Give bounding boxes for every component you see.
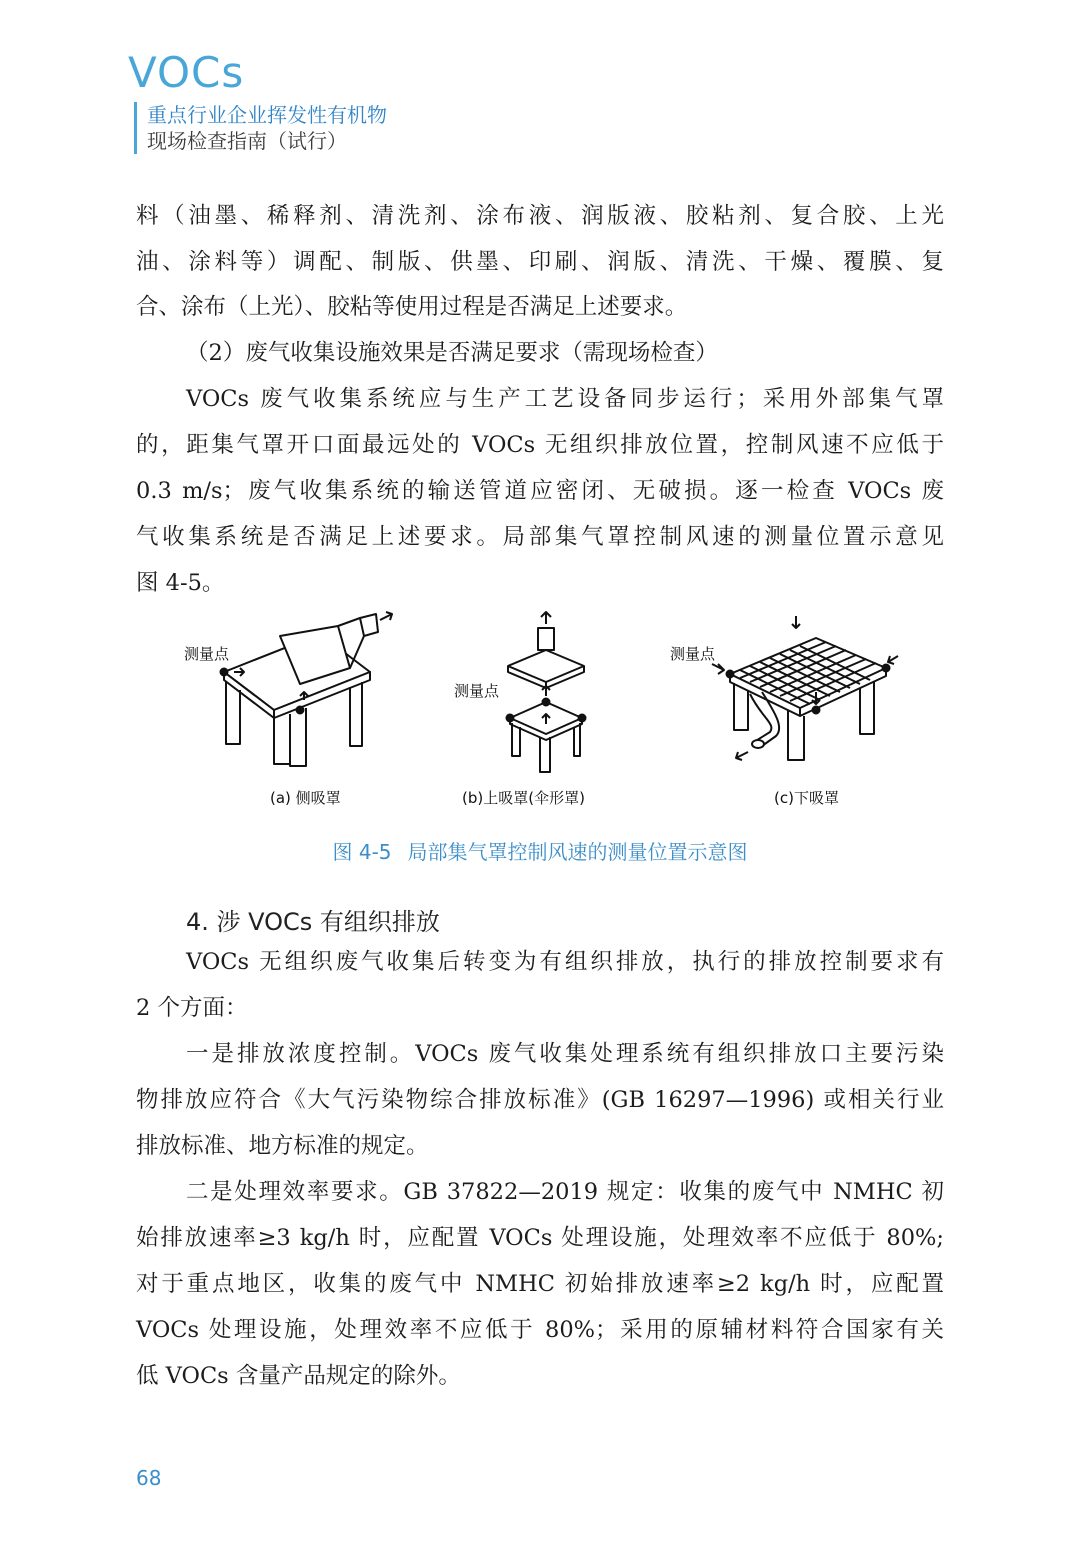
- s4-line-1: VOCs 无组织废气收集后转变为有组织排放，执行的排放控制要求有: [186, 949, 944, 975]
- point-label-b: 测量点: [454, 682, 500, 700]
- brand-title: VOCs: [128, 48, 245, 97]
- panel-c-downdraft-hood: [712, 616, 898, 760]
- figure-4-5: [170, 606, 910, 816]
- point-label-a: 测量点: [184, 645, 230, 663]
- s4-line-7: 始排放速率≥3 kg/h 时，应配置 VOCs 处理设施，处理效率不应低于 80%;: [136, 1225, 944, 1251]
- body-line-6: 的，距集气罩开口面最远处的 VOCs 无组织排放位置，控制风速不应低于: [136, 432, 944, 458]
- body-line-3: 合、涂布（上光）、胶粘等使用过程是否满足上述要求。: [136, 294, 688, 320]
- page-header: [128, 48, 387, 153]
- s4-line-3: 一是排放浓度控制。VOCs 废气收集处理系统有组织排放口主要污染: [186, 1041, 944, 1067]
- s4-line-6: 二是处理效率要求。GB 37822—2019 规定：收集的废气中 NMHC 初: [186, 1179, 944, 1205]
- s4-line-8: 对于重点地区，收集的废气中 NMHC 初始排放速率≥2 kg/h 时，应配置: [136, 1271, 944, 1297]
- subtitle-line-2: 现场检查指南（试行）: [147, 129, 347, 153]
- body-line-9: 图 4-5。: [136, 570, 225, 596]
- section-4-heading: 4. 涉 VOCs 有组织排放: [186, 908, 440, 936]
- caption-text: 局部集气罩控制风速的测量位置示意图: [407, 840, 748, 864]
- s4-line-4: 物排放应符合《大气污染物综合排放标准》(GB 16297—1996) 或相关行业: [136, 1087, 944, 1113]
- header-subtitle: [134, 102, 387, 154]
- subheading-2: （2）废气收集设施效果是否满足要求（需现场检查）: [186, 340, 718, 366]
- figure-caption: [0, 836, 1080, 865]
- body-line-8: 气收集系统是否满足上述要求。局部集气罩控制风速的测量位置示意见: [136, 524, 944, 550]
- s4-line-2: 2 个方面：: [136, 995, 248, 1021]
- panel-b-canopy-hood: [507, 612, 586, 772]
- body-line-2: 油、涂料等）调配、制版、供墨、印刷、润版、清洗、干燥、覆膜、复: [136, 249, 944, 275]
- panel-a-label: (a) 侧吸罩: [270, 789, 341, 807]
- body-line-1: 料（油墨、稀释剂、清洗剂、涂布液、润版液、胶粘剂、复合胶、上光: [136, 203, 944, 229]
- panel-a-side-hood: [221, 612, 393, 766]
- s4-line-5: 排放标准、地方标准的规定。: [136, 1133, 429, 1159]
- body-line-5: VOCs 废气收集系统应与生产工艺设备同步运行；采用外部集气罩: [186, 386, 944, 412]
- panel-b-label: (b)上吸罩(伞形罩): [462, 789, 585, 807]
- s4-line-10: 低 VOCs 含量产品规定的除外。: [136, 1363, 461, 1389]
- body-line-7: 0.3 m/s；废气收集系统的输送管道应密闭、无破损。逐一检查 VOCs 废: [136, 478, 944, 504]
- caption-number: 图 4-5: [332, 840, 392, 864]
- s4-line-9: VOCs 处理设施，处理效率不应低于 80%；采用的原辅材料符合国家有关: [136, 1317, 944, 1343]
- panel-c-label: (c)下吸罩: [774, 789, 839, 807]
- subtitle-line-1: 重点行业企业挥发性有机物: [147, 103, 387, 127]
- page-number: 68: [136, 1466, 162, 1490]
- point-label-c: 测量点: [670, 645, 716, 663]
